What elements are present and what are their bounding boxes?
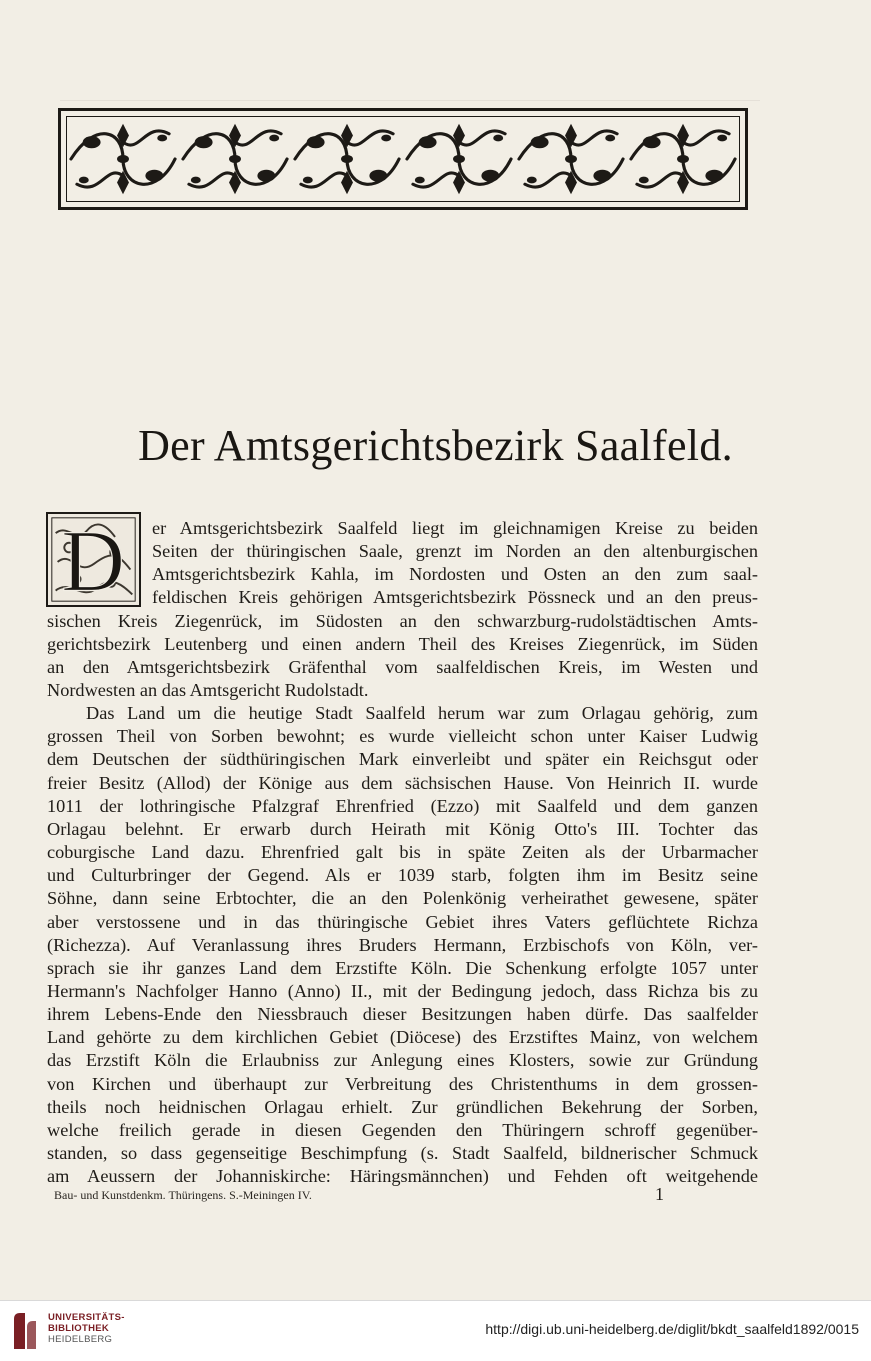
permalink-url[interactable]: http://digi.ub.uni-heidelberg.de/diglit/bkdt_saalfeld1892/0015 <box>485 1321 859 1337</box>
text-line: feldischen Kreis gehörigen Amtsgerichtsbezirk Pössneck und an den preus- <box>152 587 758 607</box>
ornamental-header-band <box>58 108 748 210</box>
text-line: freier Besitz (Allod) der Könige aus dem sächsischen Hause. Von Heinrich II. wurde <box>47 773 758 793</box>
dropcap-ornament <box>48 514 139 605</box>
text-line: Orlagau belehnt. Er erwarb durch Heirath mit König Otto's III. Tochter das <box>47 819 758 839</box>
text-line: das Erzstift Köln die Erlaubniss zur Anlegung eines Klosters, sowie zur Gründung <box>47 1050 758 1070</box>
library-name-line: HEIDELBERG <box>48 1334 113 1345</box>
text-line: aber verstossene und in das thüringische Gebiet ihres Vaters geflüchtete Richza <box>47 912 758 932</box>
text-line: grossen Theil von Sorben bewohnt; es wurde vielleicht schon unter Kaiser Ludwig <box>47 726 758 746</box>
footer-citation: Bau- und Kunstdenkm. Thüringens. S.-Meiningen IV. <box>54 1188 312 1202</box>
text-line: Amtsgerichtsbezirk Kahla, im Nordosten und Osten an den zum saal- <box>152 564 758 584</box>
library-logo-icon[interactable] <box>10 1309 40 1353</box>
text-line: welche freilich gerade in diesen Gegenden den Thüringern schroff gegenüber- <box>47 1120 758 1140</box>
text-line: Hermann's Nachfolger Hanno (Anno) II., mit der Bedingung jedoch, dass Richza bis zu <box>47 981 758 1001</box>
text-line: er Amtsgerichtsbezirk Saalfeld liegt im gleichnamigen Kreise zu beiden <box>152 518 758 538</box>
ornament-vines <box>67 117 739 201</box>
text-line: ihrem Lebens-Ende den Niessbrauch dieser Besitzungen haben dürfe. Das saalfelder <box>47 1004 758 1024</box>
bleed-through-header <box>60 80 760 101</box>
text-line: gerichtsbezirk Leutenberg und einen andern Theil des Kreises Ziegenrück, im Süden <box>47 634 758 654</box>
text-line: Das Land um die heutige Stadt Saalfeld herum war zum Orlagau gehörig, zum <box>86 703 758 723</box>
text-line: dem Deutschen der südthüringischen Mark einverleibt und später ein Reichsgut oder <box>47 749 758 769</box>
text-line: und Culturbringer der Gegend. Als er 1039 starb, folgten ihm im Besitz seine <box>47 865 758 885</box>
text-line: sprach sie ihr ganzes Land dem Erzstifte Köln. Die Schenkung erfolgte 1057 unter <box>47 958 758 978</box>
dropcap-initial <box>46 512 141 607</box>
text-line: an den Amtsgerichtsbezirk Gräfenthal vom saalfeldischen Kreis, im Westen und <box>47 657 758 677</box>
text-line: coburgische Land dazu. Ehrenfried galt bis in späte Zeiten als der Urbarmacher <box>47 842 758 862</box>
dropcap-letter: D <box>61 514 125 605</box>
text-line: Land gehörte zu dem kirchlichen Gebiet (Diöcese) des Erzstiftes Mainz, von welchem <box>47 1027 758 1047</box>
text-line: von Kirchen und überhaupt zur Verbreitung des Christenthums in dem grossen- <box>47 1074 758 1094</box>
text-line: theils noch heidnischen Orlagau erhielt. Zur gründlichen Bekehrung der Sorben, <box>47 1097 758 1117</box>
text-line: sischen Kreis Ziegenrück, im Südosten an den schwarzburg-rudolstädtischen Amts- <box>47 611 758 631</box>
text-line: am Aeussern der Johanniskirche: Häringsmännchen) und Fehden oft weitgehende <box>47 1166 758 1186</box>
library-name-line: BIBLIOTHEK <box>48 1323 110 1334</box>
text-line: (Richezza). Auf Veranlassung ihres Bruders Hermann, Erzbischofs von Köln, ver- <box>47 935 758 955</box>
text-line: Nordwesten an das Amtsgericht Rudolstadt. <box>47 680 369 700</box>
ornament-inner-border <box>66 116 740 202</box>
viewer-footer-bar <box>0 1300 871 1361</box>
page-title: Der Amtsgerichtsbezirk Saalfeld. <box>138 421 733 470</box>
text-line: Seiten der thüringischen Saale, grenzt im Norden an den altenburgischen <box>152 541 758 561</box>
text-line: 1011 der lothringische Pfalzgraf Ehrenfried (Ezzo) mit Saalfeld und dem ganzen <box>47 796 758 816</box>
library-name[interactable] <box>48 1312 125 1345</box>
library-name-line: UNIVERSITÄTS- <box>48 1312 125 1323</box>
text-line: standen, so dass gegenseitige Beschimpfung (s. Stadt Saalfeld, bildnerischer Schmuck <box>47 1143 758 1163</box>
text-line: Söhne, dann seine Erbtochter, die an den Polenkönig verheirathet gewesene, später <box>47 888 758 908</box>
page-number: 1 <box>655 1184 664 1204</box>
